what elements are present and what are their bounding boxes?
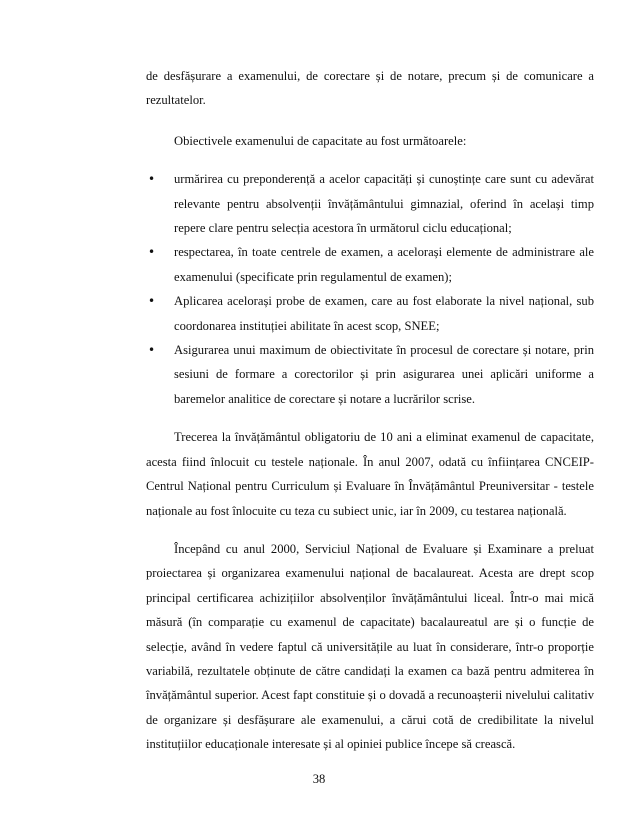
list-item-text: respectarea, în toate centrele de examen, a acelorași elemente de administrare ale examenului (specificate prin regulamentul de examen); (174, 245, 594, 284)
objectives-list (146, 167, 594, 411)
list-item-text: urmărirea cu preponderență a acelor capacități și cunoștințe care sunt cu adevărat relevante pentru absolvenții învățământului gimnazial, oferind în același timp repere clare pentru selecția acestora în următorul ciclu educațional; (174, 172, 594, 236)
list-item (146, 167, 594, 240)
bullet-icon: • (148, 172, 156, 187)
paragraph-continuation: de desfășurare a examenului, de corectare și de notare, precum și de comunicare a rezultatelor. (146, 69, 594, 108)
document-page (146, 64, 594, 770)
list-item-text: Aplicarea acelorași probe de examen, care au fost elaborate la nivel național, sub coordonarea instituției abilitate în acest scop, SNEE; (174, 294, 594, 333)
bullet-icon: • (148, 343, 156, 358)
paragraph-baccalaureate: Începând cu anul 2000, Serviciul Național de Evaluare și Examinare a preluat proiectarea și organizarea examenului național de bacalaureat. Acesta are drept scop principal certificarea achizițiilor absolvenților învățământului liceal. Într-o mai mică măsură (în comparație cu examenul de capacitate) bacalaureatul are și o funcție de selecție, având în vedere faptul că universitățile au luat în considerare, într-o proporție variabilă, rezultatele obținute de către candidați la examen ca bază pentru admiterea în învățământul superior. Acest fapt constituie și o dovadă a recunoașterii nivelului calitativ de organizare și desfășurare ale examenului, a cărui cotă de credibilitate la nivelul instituțiilor educaționale interesate și al opiniei publice începe să crească. (146, 541, 594, 752)
bullet-icon: • (148, 245, 156, 260)
page-number: 38 (312, 772, 326, 786)
list-item (146, 240, 594, 289)
paragraph-objectives-intro: Obiectivele examenului de capacitate au fost următoarele: (174, 133, 467, 148)
bullet-icon: • (148, 294, 156, 309)
list-item-text: Asigurarea unui maximum de obiectivitate în procesul de corectare și notare, prin sesiuni de formare a corectorilor și prin asigurarea unei aplicări uniforme a baremelor analitice de corectare și notare a lucrărilor scrise. (174, 343, 594, 406)
list-item (146, 289, 594, 338)
list-item (146, 338, 594, 411)
paragraph-transition: Trecerea la învățământul obligatoriu de 10 ani a eliminat examenul de capacitate, acesta fiind înlocuit cu testele naționale. În anul 2007, odată cu înființarea CNCEIP-Centrul Național pentru Curriculum și Evaluare în Învățământul Preuniversitar - testele naționale au fost înlocuite cu teza cu subiect unic, iar în 2009, cu testarea națională. (146, 430, 594, 518)
